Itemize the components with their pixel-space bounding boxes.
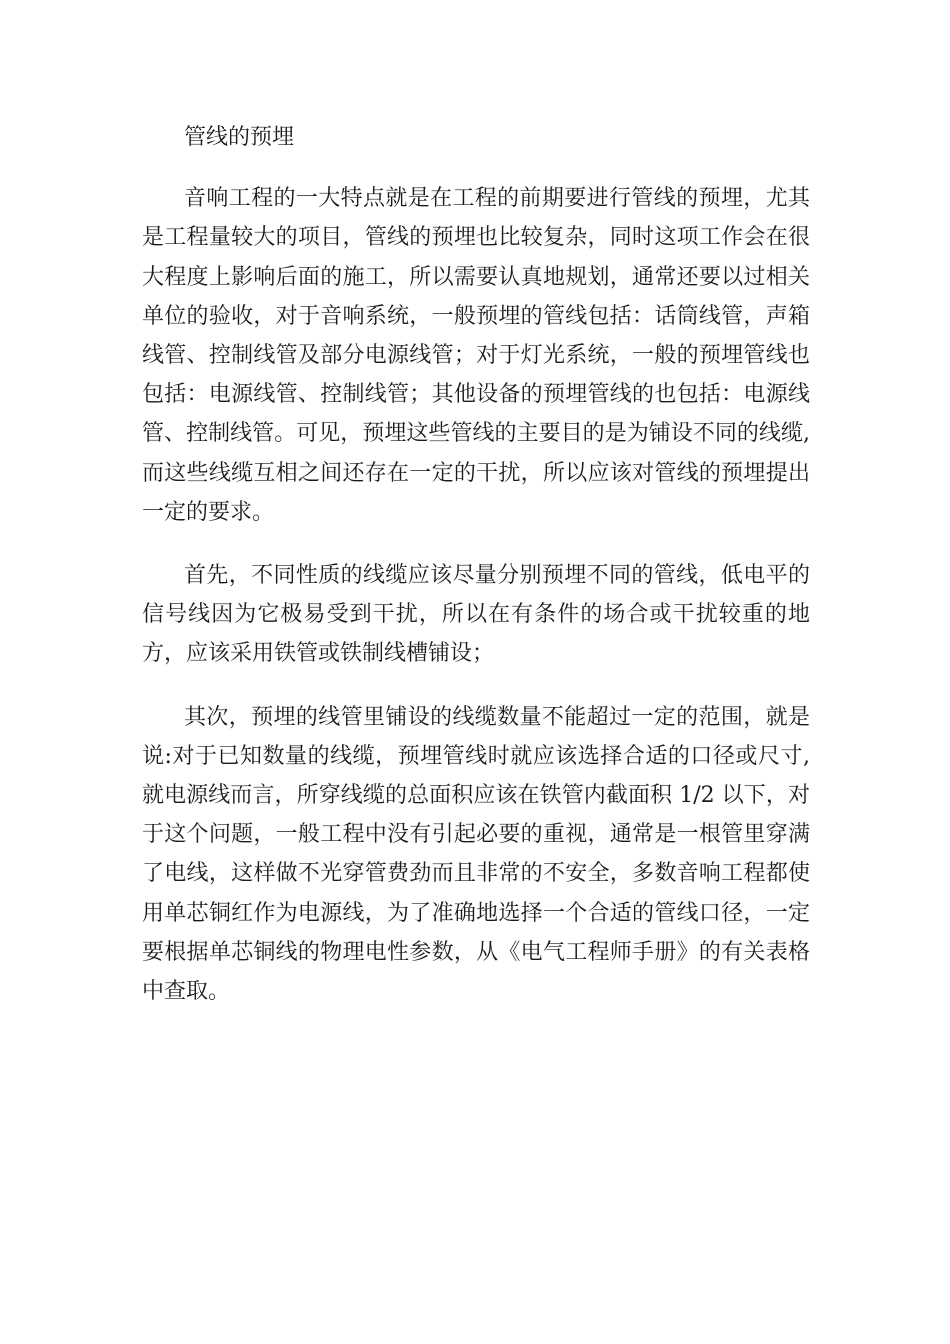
document-title: 管线的预埋 [184,125,295,150]
paragraph-second: 其次，预埋的线管里铺设的线缆数量不能超过一定的范围，就是说:对于已知数量的线缆，预埋管线时就应该选择合适的口径或尺寸,就电源线而言，所穿线缆的总面积应该在铁管内截面积 1/2 以下，对于这个问题，一般工程中没有引起必要的重视，通常是一根管里穿满了电线，这样做不光穿管费劲而且非常的不安全，多数音响工程都使用单芯铜红作为电源线，为了准确地选择一个合适的管线口径，一定要根据单芯铜线的物理电性参数，从《电气工程师手册》的有关表格中查取。 [142,704,810,1005]
document-body [142,118,810,1035]
paragraph-intro: 音响工程的一大特点就是在工程的前期要进行管线的预埋，尤其是工程量较大的项目，管线的预埋也比较复杂，同时这项工作会在很大程度上影响后面的施工，所以需要认真地规划，通常还要以过相关单位的验收，对于音响系统，一般预埋的管线包括：话筒线管，声箱线管、控制线管及部分电源线管；对于灯光系统，一般的预埋管线也包括：电源线管、控制线管；其他设备的预埋管线的也包括：电源线管、控制线管。可见，预埋这些管线的主要目的是为铺设不同的线缆,而这些线缆互相之间还存在一定的干扰，所以应该对管线的预埋提出一定的要求。 [142,186,810,525]
paragraph-first: 首先，不同性质的线缆应该尽量分别预埋不同的管线，低电平的信号线因为它极易受到干扰，所以在有条件的场合或干扰较重的地方，应该采用铁管或铁制线槽铺设； [142,563,810,667]
